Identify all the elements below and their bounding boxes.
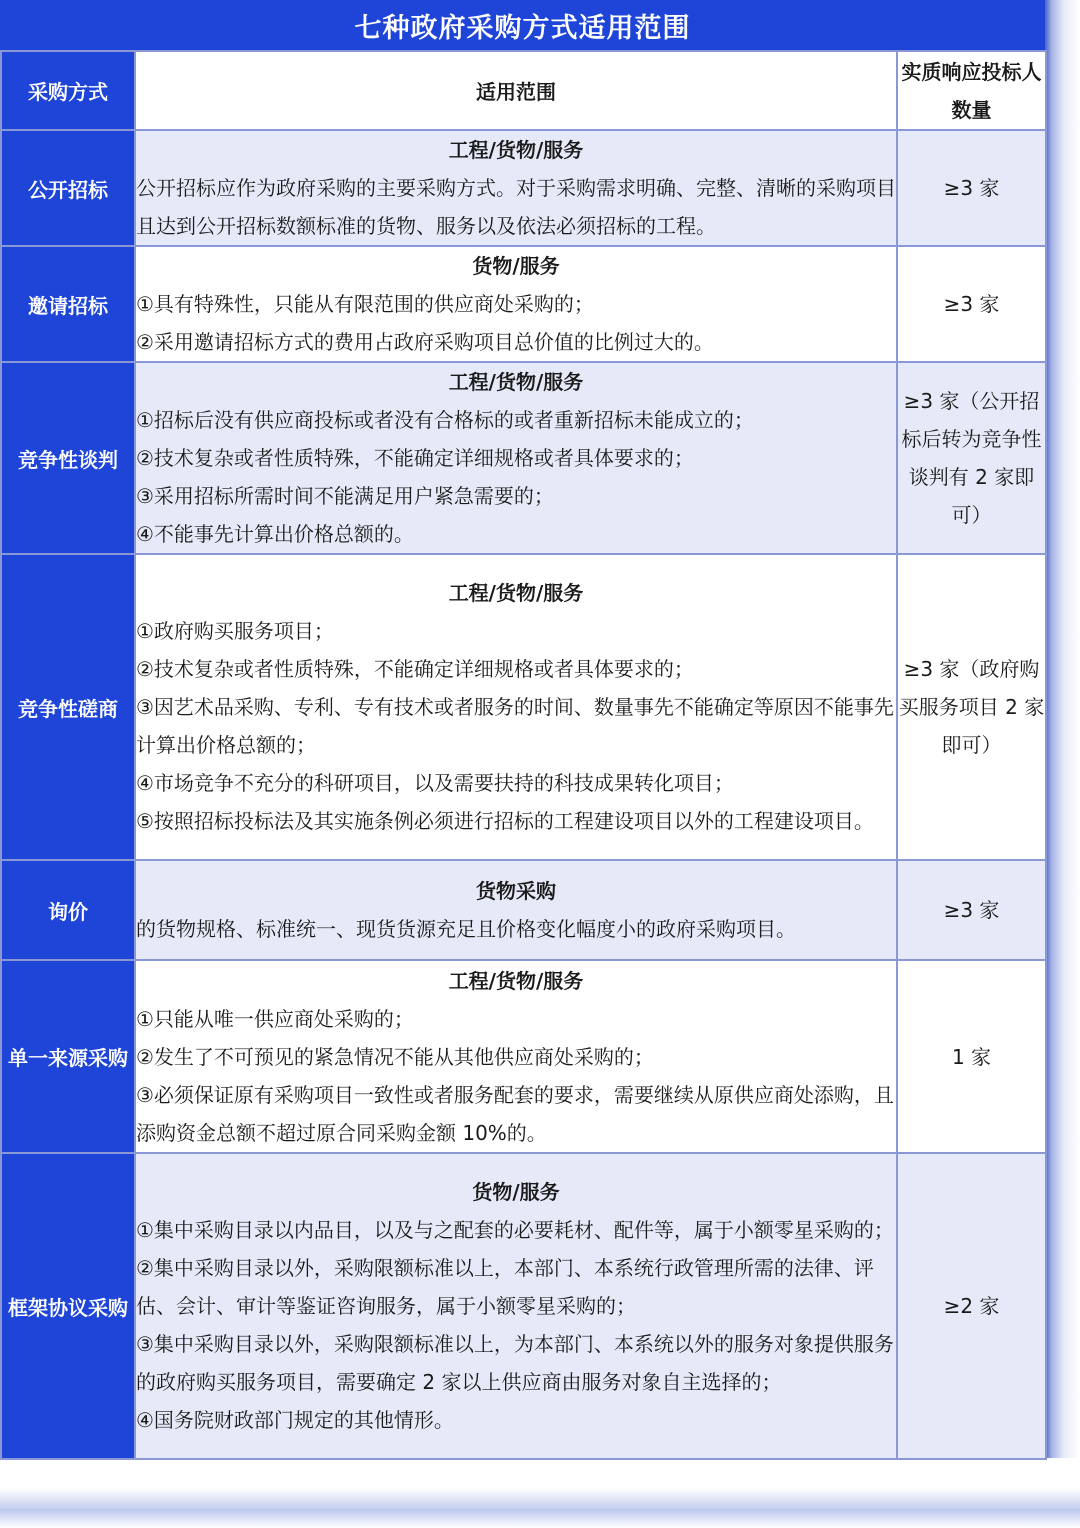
procurement-table: [0, 50, 1047, 1460]
scope-category: 工程/货物/服务: [448, 968, 584, 993]
scope-line: ③采用招标所需时间不能满足用户紧急需要的；: [136, 484, 554, 508]
scope-cell: [135, 130, 897, 246]
header-method: 采购方式: [1, 51, 135, 130]
scope-line: ③必须保证原有采购项目一致性或者服务配套的要求，需要继续从原供应商处添购，且添购资金总额不超过原合同采购金额 10%的。: [136, 1082, 894, 1145]
scope-line: ④国务院财政部门规定的其他情形。: [136, 1408, 454, 1432]
scope-line: ①政府购买服务项目；: [136, 619, 334, 643]
table-row: [1, 246, 1046, 362]
scope-line: ②发生了不可预见的紧急情况不能从其他供应商处采购的；: [136, 1044, 654, 1069]
scope-line: ①只能从唯一供应商处采购的；: [136, 1006, 414, 1031]
table-row: [1, 860, 1046, 960]
scope-category: 货物/服务: [472, 254, 560, 278]
scope-line: ③集中采购目录以外，采购限额标准以上，为本部门、本系统以外的服务对象提供服务的政府购买服务项目，需要确定 2 家以上供应商由服务对象自主选择的；: [136, 1332, 894, 1394]
count-cell: 1 家: [897, 960, 1046, 1153]
scope-category: 货物采购: [476, 879, 556, 903]
method-cell: 询价: [1, 860, 135, 960]
scope-line: ④不能事先计算出价格总额的。: [136, 522, 414, 546]
scope-cell: [135, 362, 897, 554]
count-cell: ≥3 家（公开招标后转为竞争性谈判有 2 家即可）: [897, 362, 1046, 554]
count-cell: ≥3 家: [897, 130, 1046, 246]
scope-cell: [135, 860, 897, 960]
table-row: [1, 554, 1046, 860]
header-count: 实质响应投标人数量: [897, 51, 1046, 130]
count-cell: ≥2 家: [897, 1153, 1046, 1459]
header-scope: 适用范围: [135, 51, 897, 130]
scope-category: 工程/货物/服务: [448, 581, 584, 605]
scope-line: ①招标后没有供应商投标或者没有合格标的或者重新招标未能成立的；: [136, 408, 754, 432]
bottom-edge-shadow: [0, 1458, 1080, 1528]
table-row: [1, 130, 1046, 246]
scope-line: ②采用邀请招标方式的费用占政府采购项目总价值的比例过大的。: [136, 330, 714, 354]
scope-line: ②集中采购目录以外，采购限额标准以上，本部门、本系统行政管理所需的法律、评估、会计、审计等鉴证咨询服务，属于小额零星采购的；: [136, 1256, 874, 1318]
scope-line: ①具有特殊性，只能从有限范围的供应商处采购的；: [136, 292, 594, 316]
scope-cell: [135, 554, 897, 860]
method-cell: 竞争性谈判: [1, 362, 135, 554]
scope-category: 工程/货物/服务: [448, 138, 584, 162]
scope-line: ④市场竞争不充分的科研项目，以及需要扶持的科技成果转化项目；: [136, 771, 734, 795]
count-cell: ≥3 家: [897, 860, 1046, 960]
table-row: [1, 960, 1046, 1153]
scope-cell: [135, 960, 897, 1153]
scope-category: 货物/服务: [472, 1180, 560, 1204]
header-row: [1, 51, 1046, 130]
method-cell: 公开招标: [1, 130, 135, 246]
scope-line: ⑤按照招标投标法及其实施条例必须进行招标的工程建设项目以外的工程建设项目。: [136, 809, 874, 833]
method-cell: 竞争性磋商: [1, 554, 135, 860]
scope-line: ①集中采购目录以内品目，以及与之配套的必要耗材、配件等，属于小额零星采购的；: [136, 1218, 894, 1242]
scope-line: ③因艺术品采购、专利、专有技术或者服务的时间、数量事先不能确定等原因不能事先计算出价格总额的；: [136, 695, 894, 757]
scope-line: 的货物规格、标准统一、现货货源充足且价格变化幅度小的政府采购项目。: [136, 917, 796, 941]
table-row: [1, 362, 1046, 554]
count-cell: ≥3 家: [897, 246, 1046, 362]
method-cell: 单一来源采购: [1, 960, 135, 1153]
scope-line: ②技术复杂或者性质特殊，不能确定详细规格或者具体要求的；: [136, 446, 694, 470]
scope-line: 公开招标应作为政府采购的主要采购方式。对于采购需求明确、完整、清晰的采购项目且达到公开招标数额标准的货物、服务以及依法必须招标的工程。: [136, 176, 896, 238]
scope-cell: [135, 1153, 897, 1459]
table-title: 七种政府采购方式适用范围: [0, 0, 1045, 50]
scope-line: ②技术复杂或者性质特殊，不能确定详细规格或者具体要求的；: [136, 657, 694, 681]
method-cell: 邀请招标: [1, 246, 135, 362]
scope-category: 工程/货物/服务: [448, 370, 584, 394]
table-row: [1, 1153, 1046, 1459]
method-cell: 框架协议采购: [1, 1153, 135, 1459]
scope-cell: [135, 246, 897, 362]
right-edge-shadow: [1044, 0, 1080, 1528]
count-cell: ≥3 家（政府购买服务项目 2 家即可）: [897, 554, 1046, 860]
